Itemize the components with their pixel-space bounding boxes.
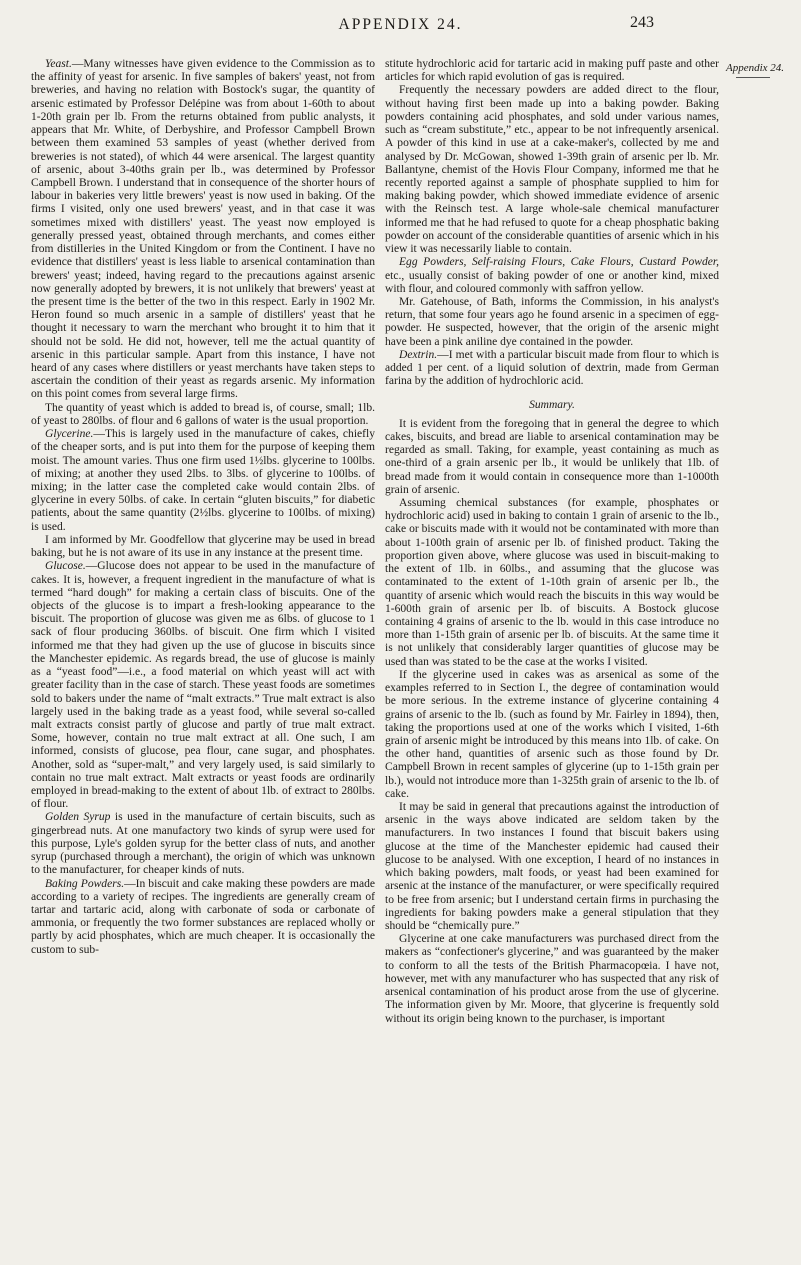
paragraph [385, 296, 719, 349]
paragraph-text: Mr. Gatehouse, of Bath, informs the Commission, in his analyst's return, that some four years ago he found arsenic in a specimen of egg-powder. He suspected, however, that the origin of the arsenic might have been a pink aniline dye contained in the powder. [385, 295, 719, 348]
paragraph [385, 256, 719, 296]
paragraph-text: —Many witnesses have given evidence to the Commission as to the affinity of yeast for arsenic. In five samples of bakers' yeast, not from breweries, and having no relation with Bostock's sugar, the quantity of arsenic estimated by Professor Delépine was from about 1-60th to about 1-20th grain per lb. From the returns obtained from public analysts, it appears that Mr. White, of Derbyshire, and Professor Campbell Brown between them examined 53 samples of yeast (whether derived from breweries is not stated), of which 44 were arsenical. The largest quantity of arsenic, about 3-40ths grain per lb., was determined by Professor Campbell Brown. I understand that in consequence of the shorter hours of labour in bakeries very little brewers' yeast is now used in baking. Of the firms I visited, only one used brewers' yeast, and in that case it was sometimes mixed with distillers' yeast. The yeast now employed is generally pressed yeast, obtained through merchants, and comes either from distilleries in the United Kingdom or from the Continent. I have no evidence that distillers' yeast is less liable to arsenical contamination than brewers' yeast; indeed, having regard to the precautions against arsenic now generally adopted by brewers, it is not unlikely that brewers' yeast at the present time is the better of the two in this respect. Early in 1902 Mr. Heron found so much arsenic in a sample of distillers' yeast that he thought it necessary to warn the merchant who brought it to him that it should not be sold. He did not, however, tell me the actual quantity of arsenic in this particular sample. Apart from this instance, I have not heard of any cases where distillers or yeast merchants have taken steps to ascertain the condition of their yeast as regards arsenic. My information on this point comes from several large firms. [31, 58, 375, 401]
paragraph-text: Frequently the necessary powders are added direct to the flour, without having first been made up into a baking powder. Baking powders containing acid phosphates, and sold under various names, such as “cream substitute,” etc., appear to be not infrequently arsenical. A powder of this kind in use at a cake-maker's, collected by me and analysed by Dr. McGowan, showed 1-39th grain of arsenic per lb. Mr. Ballantyne, chemist of the Hovis Flour Company, informed me that he recently reported against a sample of phosphate supplied to him for making baking powder, which showed immediate evidence of arsenic with the Reinsch test. A large whole-sale chemical manufacturer informed me that he had refused to quote for a cheap phosphatic baking powder on account of the considerable quantities of arsenic which in his view it was necessarily liable to contain. [385, 84, 719, 256]
paragraph [31, 428, 375, 534]
paragraph-text: Summary. [529, 399, 575, 412]
paragraph [385, 933, 719, 1026]
paragraph-lead: Glycerine. [45, 428, 94, 441]
paragraph [385, 84, 719, 256]
paragraph [385, 418, 719, 497]
paragraph-text: —In biscuit and cake making these powders are made according to a variety of recipes. The ingredients are generally cream of tartar and tartaric acid, along with carbonate of soda or carbonate of ammonia, or frequently the two former substances are replaced wholly or partly by acid phosphates, which are much cheaper. It is occasionally the custom to sub- [31, 877, 375, 956]
page-number: 243 [630, 14, 654, 31]
paragraph-lead: Glucose. [45, 560, 86, 573]
paragraph-lead: Dextrin. [399, 348, 438, 361]
page-header [0, 10, 801, 40]
paragraph [385, 669, 719, 801]
paragraph-lead: Baking Powders. [45, 877, 125, 890]
paragraph-text: It may be said in general that precautions against the introduction of arsenic in the ways above indicated are seldom taken by the manufacturers. In two instances I found that biscuit bakers using glucose at the time of the Manchester epidemic had caused their glucose to be analysed. With one exception, I heard of no instances in which baking powders, malt foods, or yeast had been examined for arsenic at the instance of the manufacturer, or were specifically required to be free from arsenic; but I understand certain firms in purchasing the ingredients for baking powders make a general stipulation that they should be “chemically pure.” [385, 801, 719, 932]
paragraph-text: Assuming chemical substances (for example, phosphates or hydrochloric acid) used in baking to contain 1 grain of arsenic to the lb., cake or biscuits made with it would not be contaminated with more than about 1-100th grain of arsenic per lb. of finished product. Taking the proportion given above, where glucose was used in biscuit-making to the extent of 1lb. in 60lbs., and assuming that the glucose was contaminated to the extent of 1-10th grain of arsenic per lb., the quantity of arsenic which would reach the biscuits in this way would be 1-600th grain of arsenic per lb. of biscuits. A Bostock glucose containing 4 grains of arsenic to the lb. would in this case introduce no more than 1-15th grain of arsenic per lb. of biscuits. At the same time it is not unlikely that considerably larger quantities of glucose may be used than was stated to be the case at the works I visited. [385, 497, 719, 668]
paragraph-lead: Yeast. [45, 58, 72, 70]
paragraph [385, 801, 719, 933]
paragraph-text: —I met with a particular biscuit made from flour to which is added 1 per cent. of a liquid solution of dextrin, made from German farina by the addition of hydrochloric acid. [385, 348, 719, 388]
paragraph [31, 560, 375, 811]
paragraph-text: It is evident from the foregoing that in general the degree to which cakes, biscuits, and bread are liable to arsenical contamination may be regarded as small. Taking, for example, yeast containing as much as one-third of a grain arsenic per lb., it would be unlikely that 1lb. of bread made from it would contain in consequence more than 1-1000th grain of arsenic. [385, 417, 719, 496]
margin-note-text: Appendix 24. [726, 62, 785, 74]
right-column [385, 58, 719, 1026]
paragraph-text: stitute hydrochloric acid for tartaric acid in making puff paste and other articles for which rapid evolution of gas is required. [385, 58, 719, 84]
paragraph-text: The quantity of yeast which is added to bread is, of course, small; 1lb. of yeast to 280lbs. of flour and 6 gallons of water is the usual proportion. [31, 401, 375, 427]
paragraph-lead: Egg Powders, Self-raising Flours, Cake Flours, Custard Powder, [399, 256, 719, 269]
paragraph [31, 811, 375, 877]
paragraph [31, 58, 375, 402]
section-heading [385, 399, 719, 412]
paragraph-text: If the glycerine used in cakes was as arsenical as some of the examples referred to in Section I., the degree of contamination would be more serious. In the extreme instance of glycerine containing 4 grains of arsenic to the lb. (such as found by Mr. Fairley in 1894), then, taking the proportions used at one of the works which I visited, 1-6th grain of arsenic might be introduced by this means into 1lb. of cake. On the other hand, quantities of arsenic such as those found by Dr. Campbell Brown in recent samples of glycerine (up to 1-15th grain per lb.), would not introduce more than 1-325th grain of arsenic to the lb. of cake. [385, 668, 719, 800]
paragraph [385, 349, 719, 389]
running-title: APPENDIX 24. [338, 16, 463, 33]
paragraph-text: I am informed by Mr. Goodfellow that glycerine may be used in bread baking, but he is not aware of its use in any instance at the present time. [31, 533, 375, 560]
paragraph-text: Glycerine at one cake manufacturers was purchased direct from the makers as “confectioner's glycerine,” and was guaranteed by the maker to conform to all the tests of the British Pharmacopœia. I have not, however, met with any manufacturer who has suspected that any risk of arsenical contamination of his product arose from the use of glycerine. The information given by Mr. Moore, that glycerine is frequently sold without its origin being known to the purchaser, is important [385, 933, 719, 1025]
paragraph-lead: Golden Syrup [45, 811, 111, 824]
margin-rule [736, 77, 770, 78]
paragraph [385, 58, 719, 84]
paragraph [31, 878, 375, 957]
left-column [31, 58, 375, 957]
paragraph-text: is used in the manufacture of certain biscuits, such as gingerbread nuts. At one manufactory two kinds of syrup were used for this purpose, Lyle's golden syrup for the better class of nuts, and another syrup (purchased through a merchant), the origin of which was unknown to the manufacturer, for cheaper kinds of nuts. [31, 811, 375, 877]
paragraph-text: —Glucose does not appear to be used in the manufacture of cakes. It is, however, a frequent ingredient in the manufacture of what is termed “hard dough” for making a certain class of biscuits. One of the objects of the glucose is to impart a fresh-looking appearance to the biscuit. The proportion of glucose was given me as 6lbs. of glucose to 1 sack of flour producing 360lbs. of biscuit. One firm which I visited informed me that they had given up the use of glucose in biscuits since the Manchester epidemic. As regards bread, the use of glucose is mainly as a “yeast food”—i.e., a food material on which yeast will act with greater facility than in the case of starch. These yeast foods are sometimes sold to bakers under the name of “malt extracts.” True malt extract is also largely used in the baking trade as a yeast food, while several so-called malt extracts consist partly of glucose and partly of true malt extract. Some, however, contain no true malt extract at all. One such, I am informed, consists of glucose, pea flour, cane sugar, and phosphates. Another, sold as “super-malt,” and very largely used, is said similarly to contain no true malt extract. Malt extracts or yeast foods are ordinarily employed in bread-making to the extent of about 1lb. of extract to 280lbs. of flour. [31, 560, 375, 811]
paragraph [385, 497, 719, 669]
margin-note [726, 62, 796, 78]
paragraph [31, 534, 375, 560]
paragraph-text: etc., usually consist of baking powder of one or another kind, mixed with flour, and coloured commonly with saffron yellow. [385, 269, 719, 295]
paragraph [31, 402, 375, 428]
paragraph-text: —This is largely used in the manufacture of cakes, chiefly of the cheaper sorts, and is put into them for the purpose of keeping them moist. The amount varies. Thus one firm used 1½lbs. glycerine to 100lbs. of mixing; at another they used 2lbs. to 3lbs. of glycerine to 100lbs. of mixing; in the latter case the completed cake would contain 2lbs. of glycerine in every 50lbs. of cake. In certain “gluten biscuits,” for diabetic patients, about the same quantity (2½lbs. glycerine to 100lbs. of mixing) is used. [31, 428, 375, 533]
